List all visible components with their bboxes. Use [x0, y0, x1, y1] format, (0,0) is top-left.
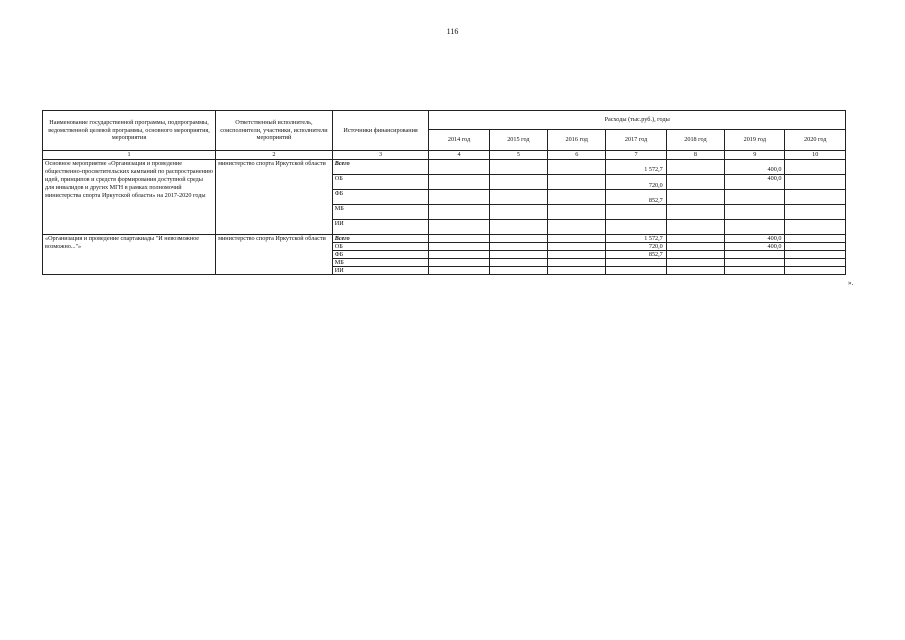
year-2019: 2019 год — [725, 130, 785, 151]
activity-name: Основное мероприятие «Организация и проведение общественно-просветительских кампаний по распространению идей, принципов и средств формирования доступной среды для инвалидов и других МГН в рамках полномочий министерства спорта Иркутской области» на 2017-2020 годы — [43, 160, 216, 235]
activity-name: «Организация и проведение спартакиады "И невозможное возможно..."» — [43, 235, 216, 275]
expenses-table — [42, 110, 846, 275]
source-label: Всего — [332, 235, 429, 243]
value-2019 — [725, 205, 785, 220]
year-2014: 2014 год — [429, 130, 489, 151]
value-2019 — [725, 190, 785, 205]
page-number: 116 — [446, 27, 459, 36]
year-2020: 2020 год — [785, 130, 846, 151]
value-2017: 852,7 — [606, 190, 666, 205]
col-number: 2 — [216, 151, 333, 160]
source-label: МБ — [332, 259, 429, 267]
value-2019: 400,0 — [725, 175, 785, 190]
value-2017: 852,7 — [606, 251, 666, 259]
source-label: ИИ — [332, 220, 429, 235]
source-label: ФБ — [332, 251, 429, 259]
year-2018: 2018 год — [666, 130, 724, 151]
value-2017 — [606, 220, 666, 235]
col-number: 7 — [606, 151, 666, 160]
source-label: ОБ — [332, 175, 429, 190]
source-label: МБ — [332, 205, 429, 220]
value-2019: 400,0 — [725, 235, 785, 243]
value-2017: 720,0 — [606, 243, 666, 251]
header-expenses: Расходы (тыс.руб.), годы — [429, 111, 846, 130]
value-2019 — [725, 220, 785, 235]
column-numbers-row — [43, 151, 846, 160]
source-label: ОБ — [332, 243, 429, 251]
col-number: 1 — [43, 151, 216, 160]
source-label: Всего — [332, 160, 429, 175]
source-label: ИИ — [332, 267, 429, 275]
col-number: 4 — [429, 151, 489, 160]
value-2017: 720,0 — [606, 175, 666, 190]
value-2017 — [606, 205, 666, 220]
executor: министерство спорта Иркутской области — [216, 235, 333, 275]
year-2015: 2015 год — [489, 130, 547, 151]
col-number: 9 — [725, 151, 785, 160]
header-name: Наименование государственной программы, подпрограммы, ведомственной целевой программы, основного мероприятия, мероприятия — [43, 111, 216, 151]
table-row — [43, 235, 846, 243]
col-number: 5 — [489, 151, 547, 160]
year-2017: 2017 год — [606, 130, 666, 151]
value-2019: 400,0 — [725, 243, 785, 251]
value-2017: 1 572,7 — [606, 235, 666, 243]
col-number: 6 — [548, 151, 606, 160]
year-2016: 2016 год — [548, 130, 606, 151]
executor: министерство спорта Иркутской области — [216, 160, 333, 235]
value-2017 — [606, 267, 666, 275]
value-2019 — [725, 267, 785, 275]
col-number: 8 — [666, 151, 724, 160]
col-number: 3 — [332, 151, 429, 160]
value-2017 — [606, 259, 666, 267]
value-2019 — [725, 251, 785, 259]
table-row — [43, 160, 846, 175]
header-executor: Ответственный исполнитель, соисполнители, участники, исполнители мероприятий — [216, 111, 333, 151]
value-2019 — [725, 259, 785, 267]
col-number: 10 — [785, 151, 846, 160]
header-source: Источники финансирования — [332, 111, 429, 151]
closing-quote-mark: ». — [848, 279, 854, 287]
value-2017: 1 572,7 — [606, 160, 666, 175]
value-2019: 400,0 — [725, 160, 785, 175]
source-label: ФБ — [332, 190, 429, 205]
